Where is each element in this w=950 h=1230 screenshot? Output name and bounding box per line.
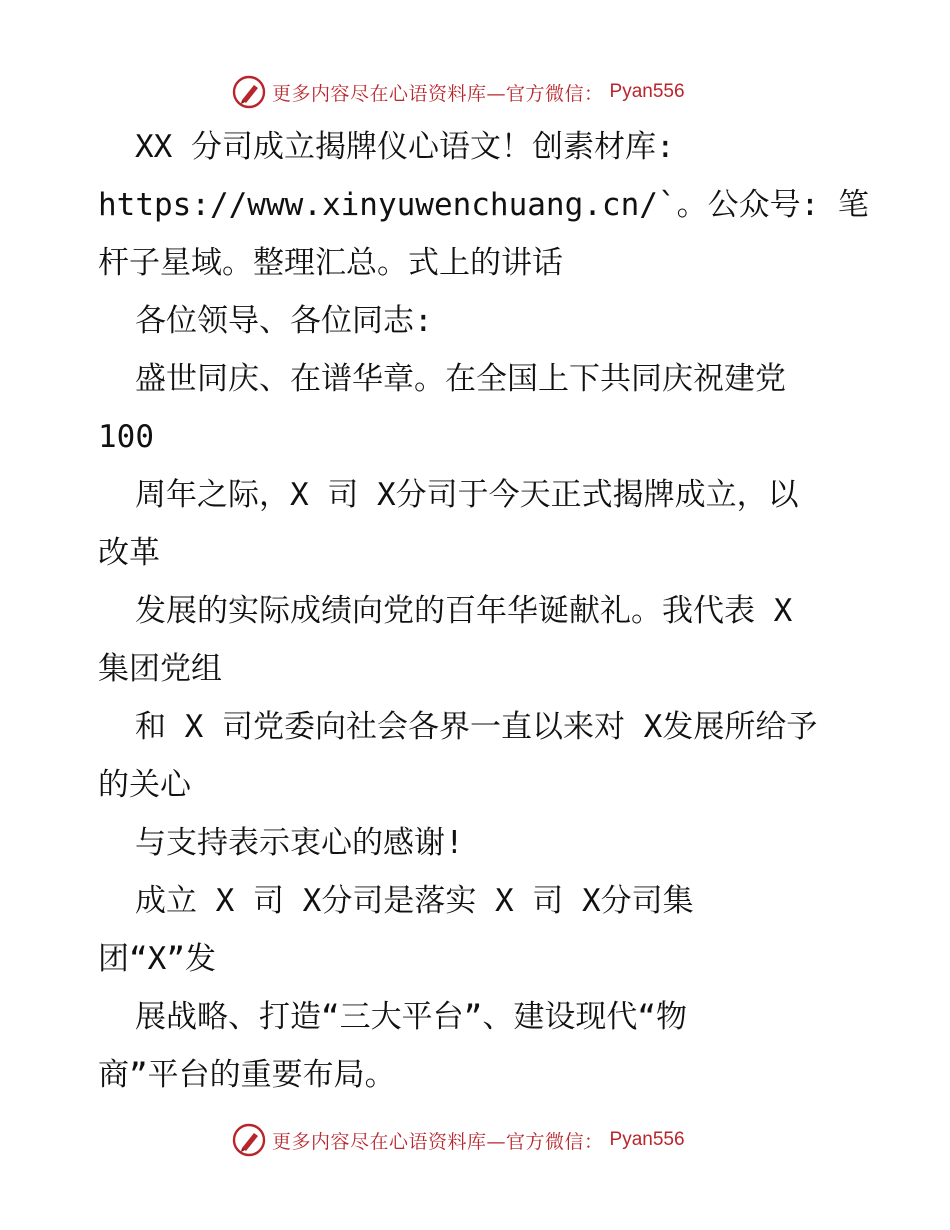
text-line-16: 展战略、打造“三大平台”、建设现代“物 [135,999,687,1035]
text-line-17: 商”平台的重要布局。 [98,1057,396,1093]
text-line-3: 杆子星域。整理汇总。式上的讲话 [98,245,563,281]
watermark-header [232,72,685,112]
text-line-1: XX 分司成立揭牌仪心语文！创素材库: [135,129,675,165]
watermark-wechat-id: Pyan556 [609,81,685,102]
text-line-2: https://www.xinyuwenchuang.cn/`。公众号: 笔 [98,187,869,223]
text-line-6: 100 [98,419,154,455]
text-line-14: 成立 X 司 X分司是落实 X 司 X分司集 [135,883,694,919]
watermark-text: 更多内容尽在心语资料库—官方微信： [272,1130,604,1153]
text-line-9: 发展的实际成绩向党的百年华诞献礼。我代表 X [135,593,793,629]
text-line-4: 各位领导、各位同志: [135,303,433,339]
text-line-12: 的关心 [98,767,191,803]
text-line-11: 和 X 司党委向社会各界一直以来对 X发展所给予 [135,709,818,745]
watermark-text: 更多内容尽在心语资料库—官方微信： [272,82,604,105]
pen-logo-icon [232,1123,266,1157]
document-body [98,118,869,1104]
text-line-5: 盛世同庆、在谱华章。在全国上下共同庆祝建党 [135,361,786,397]
text-line-15: 团“X”发 [98,941,216,977]
text-line-7: 周年之际，X 司 X分司于今天正式揭牌成立，以 [135,477,799,513]
watermark-wechat-id: Pyan556 [609,1129,685,1150]
watermark-footer [232,1120,685,1160]
pen-logo-icon [232,75,266,109]
text-line-8: 改革 [98,535,160,571]
text-line-13: 与支持表示衷心的感谢! [135,825,464,861]
text-line-10: 集团党组 [98,651,222,687]
